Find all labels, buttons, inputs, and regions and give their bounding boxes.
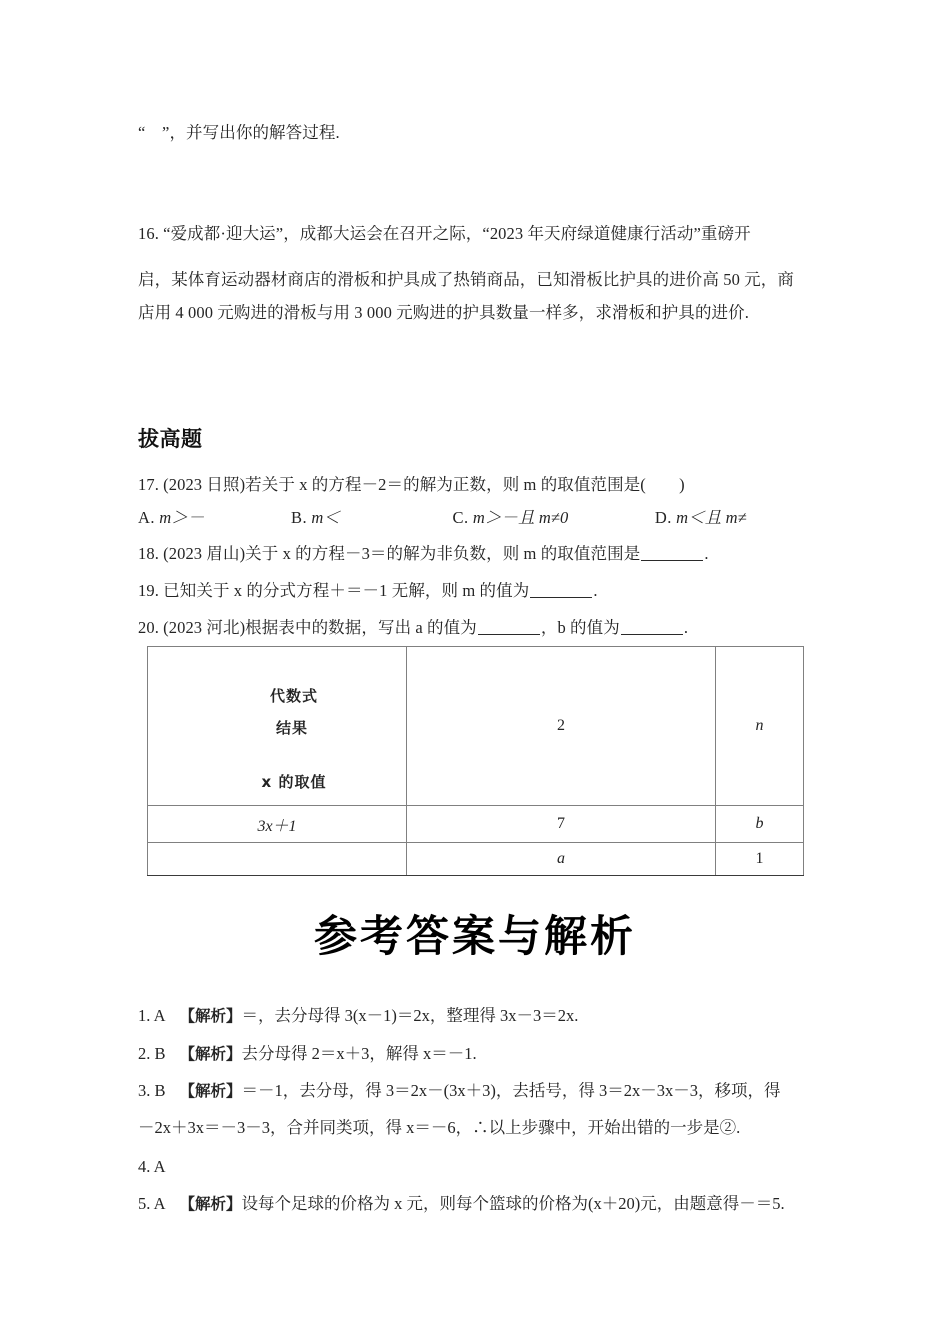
question-19-text: 19. 已知关于 x 的分式方程＋＝－1 无解，则 m 的值为 [138, 581, 530, 600]
answer-item-2 [138, 1046, 477, 1063]
answers-section-title: 参考答案与解析 [314, 912, 636, 962]
question-18 [138, 546, 709, 563]
answer-blank-19[interactable] [530, 597, 592, 598]
table-cell-r2c0 [148, 843, 407, 876]
answer-item-3-line-1 [138, 1083, 781, 1100]
cell-value: 2 [557, 717, 565, 734]
analysis-label: 【解析】 [179, 1007, 242, 1025]
cell-value: n [755, 717, 764, 734]
question-18-text: 18. (2023 眉山)关于 x 的方程－3＝的解为非负数，则 m 的取值范围是 [138, 544, 641, 563]
question-18-period: . [704, 544, 709, 563]
table-cell-r0c2 [716, 647, 804, 806]
header-x-value-label: x 的取值 [261, 773, 327, 791]
analysis-label: 【解析】 [179, 1082, 242, 1100]
question-20 [138, 620, 688, 637]
cell-value: 3x＋1 [257, 817, 297, 835]
answer-body: ＝，去分母得 3(x－1)＝2x，整理得 3x－3＝2x. [241, 1006, 579, 1025]
table-cell-r0c1 [407, 647, 716, 806]
table-cell-r1c0 [148, 806, 407, 843]
answer-item-1 [138, 1008, 578, 1025]
question-20-table [147, 646, 804, 876]
option-b[interactable]: B. m＜ [290, 508, 340, 527]
table-cell-r1c2 [716, 806, 804, 843]
question-19-period: . [593, 581, 598, 600]
analysis-label: 【解析】 [179, 1045, 242, 1063]
question-20-table-wrapper [147, 646, 803, 876]
table-cell-r1c1 [407, 806, 716, 843]
table-row [148, 806, 804, 843]
table-cell-r2c1 [407, 843, 716, 876]
answer-body: ＝－1，去分母，得 3＝2x－(3x＋3)，去括号，得 3＝2x－3x－3，移项，得 [241, 1081, 781, 1100]
question-20-period: . [683, 618, 689, 637]
question-19 [138, 583, 598, 600]
table-row [148, 843, 804, 876]
answer-number: 2. B [138, 1044, 166, 1063]
answer-number: 1. A [138, 1006, 166, 1025]
question-17-prompt: 17. (2023 日照)若关于 x 的方程－2＝的解为正数，则 m 的取值范围是( ) [138, 475, 685, 494]
answer-item-5 [138, 1196, 785, 1213]
continuation-line: “ ”，并写出你的解答过程. [138, 123, 340, 142]
option-a[interactable]: A. m＞－ [138, 508, 205, 527]
cell-value: b [755, 815, 764, 832]
table-header-corner-cell [148, 647, 407, 806]
answer-body: 去分母得 2＝x＋3，解得 x＝－1. [241, 1044, 477, 1063]
cell-value: 1 [755, 850, 764, 867]
answer-blank-20-a[interactable] [478, 634, 540, 635]
answer-item-4 [138, 1159, 166, 1176]
answer-blank-18[interactable] [641, 560, 703, 561]
question-20-text: 20. (2023 河北)根据表中的数据，写出 a 的值为 [138, 618, 477, 637]
header-result-label: 结果 [275, 719, 308, 737]
option-d[interactable]: D. m＜且 m≠ [654, 508, 747, 527]
question-16-line-3: 店用 4 000 元购进的滑板与用 3 000 元购进的护具数量一样多，求滑板和护具的进价. [138, 303, 749, 322]
cell-value: a [557, 850, 565, 867]
header-stack [148, 647, 406, 805]
analysis-label: 【解析】 [179, 1195, 242, 1213]
question-20-mid: ，b 的值为 [540, 618, 620, 637]
answer-number: 5. A [138, 1194, 166, 1213]
answer-item-3-line-2: －2x＋3x＝－3－3，合并同类项，得 x＝－6，∴以上步骤中，开始出错的一步是②. [138, 1118, 741, 1137]
section-heading: 拔高题 [138, 427, 203, 451]
question-16-line-2: 启，某体育运动器材商店的滑板和护具成了热销商品，已知滑板比护具的进价高 50 元，商 [138, 270, 794, 289]
answer-number: 3. B [138, 1081, 166, 1100]
header-expression-label: 代数式 [269, 687, 318, 705]
option-c[interactable]: C. m＞－且 m≠0 [452, 508, 569, 527]
answer-body: 设每个足球的价格为 x 元，则每个篮球的价格为(x＋20)元，由题意得－＝5. [241, 1194, 785, 1213]
question-16-line-1: 16. “爱成都·迎大运”，成都大运会在召开之际，“2023 年天府绿道健康行活动”重磅开 [138, 224, 751, 243]
table-header-row [148, 647, 804, 806]
answer-number: 4. A [138, 1157, 166, 1176]
cell-value: 7 [557, 815, 565, 832]
question-17-options [138, 510, 747, 527]
table-cell-r2c2 [716, 843, 804, 876]
answer-blank-20-b[interactable] [621, 634, 683, 635]
